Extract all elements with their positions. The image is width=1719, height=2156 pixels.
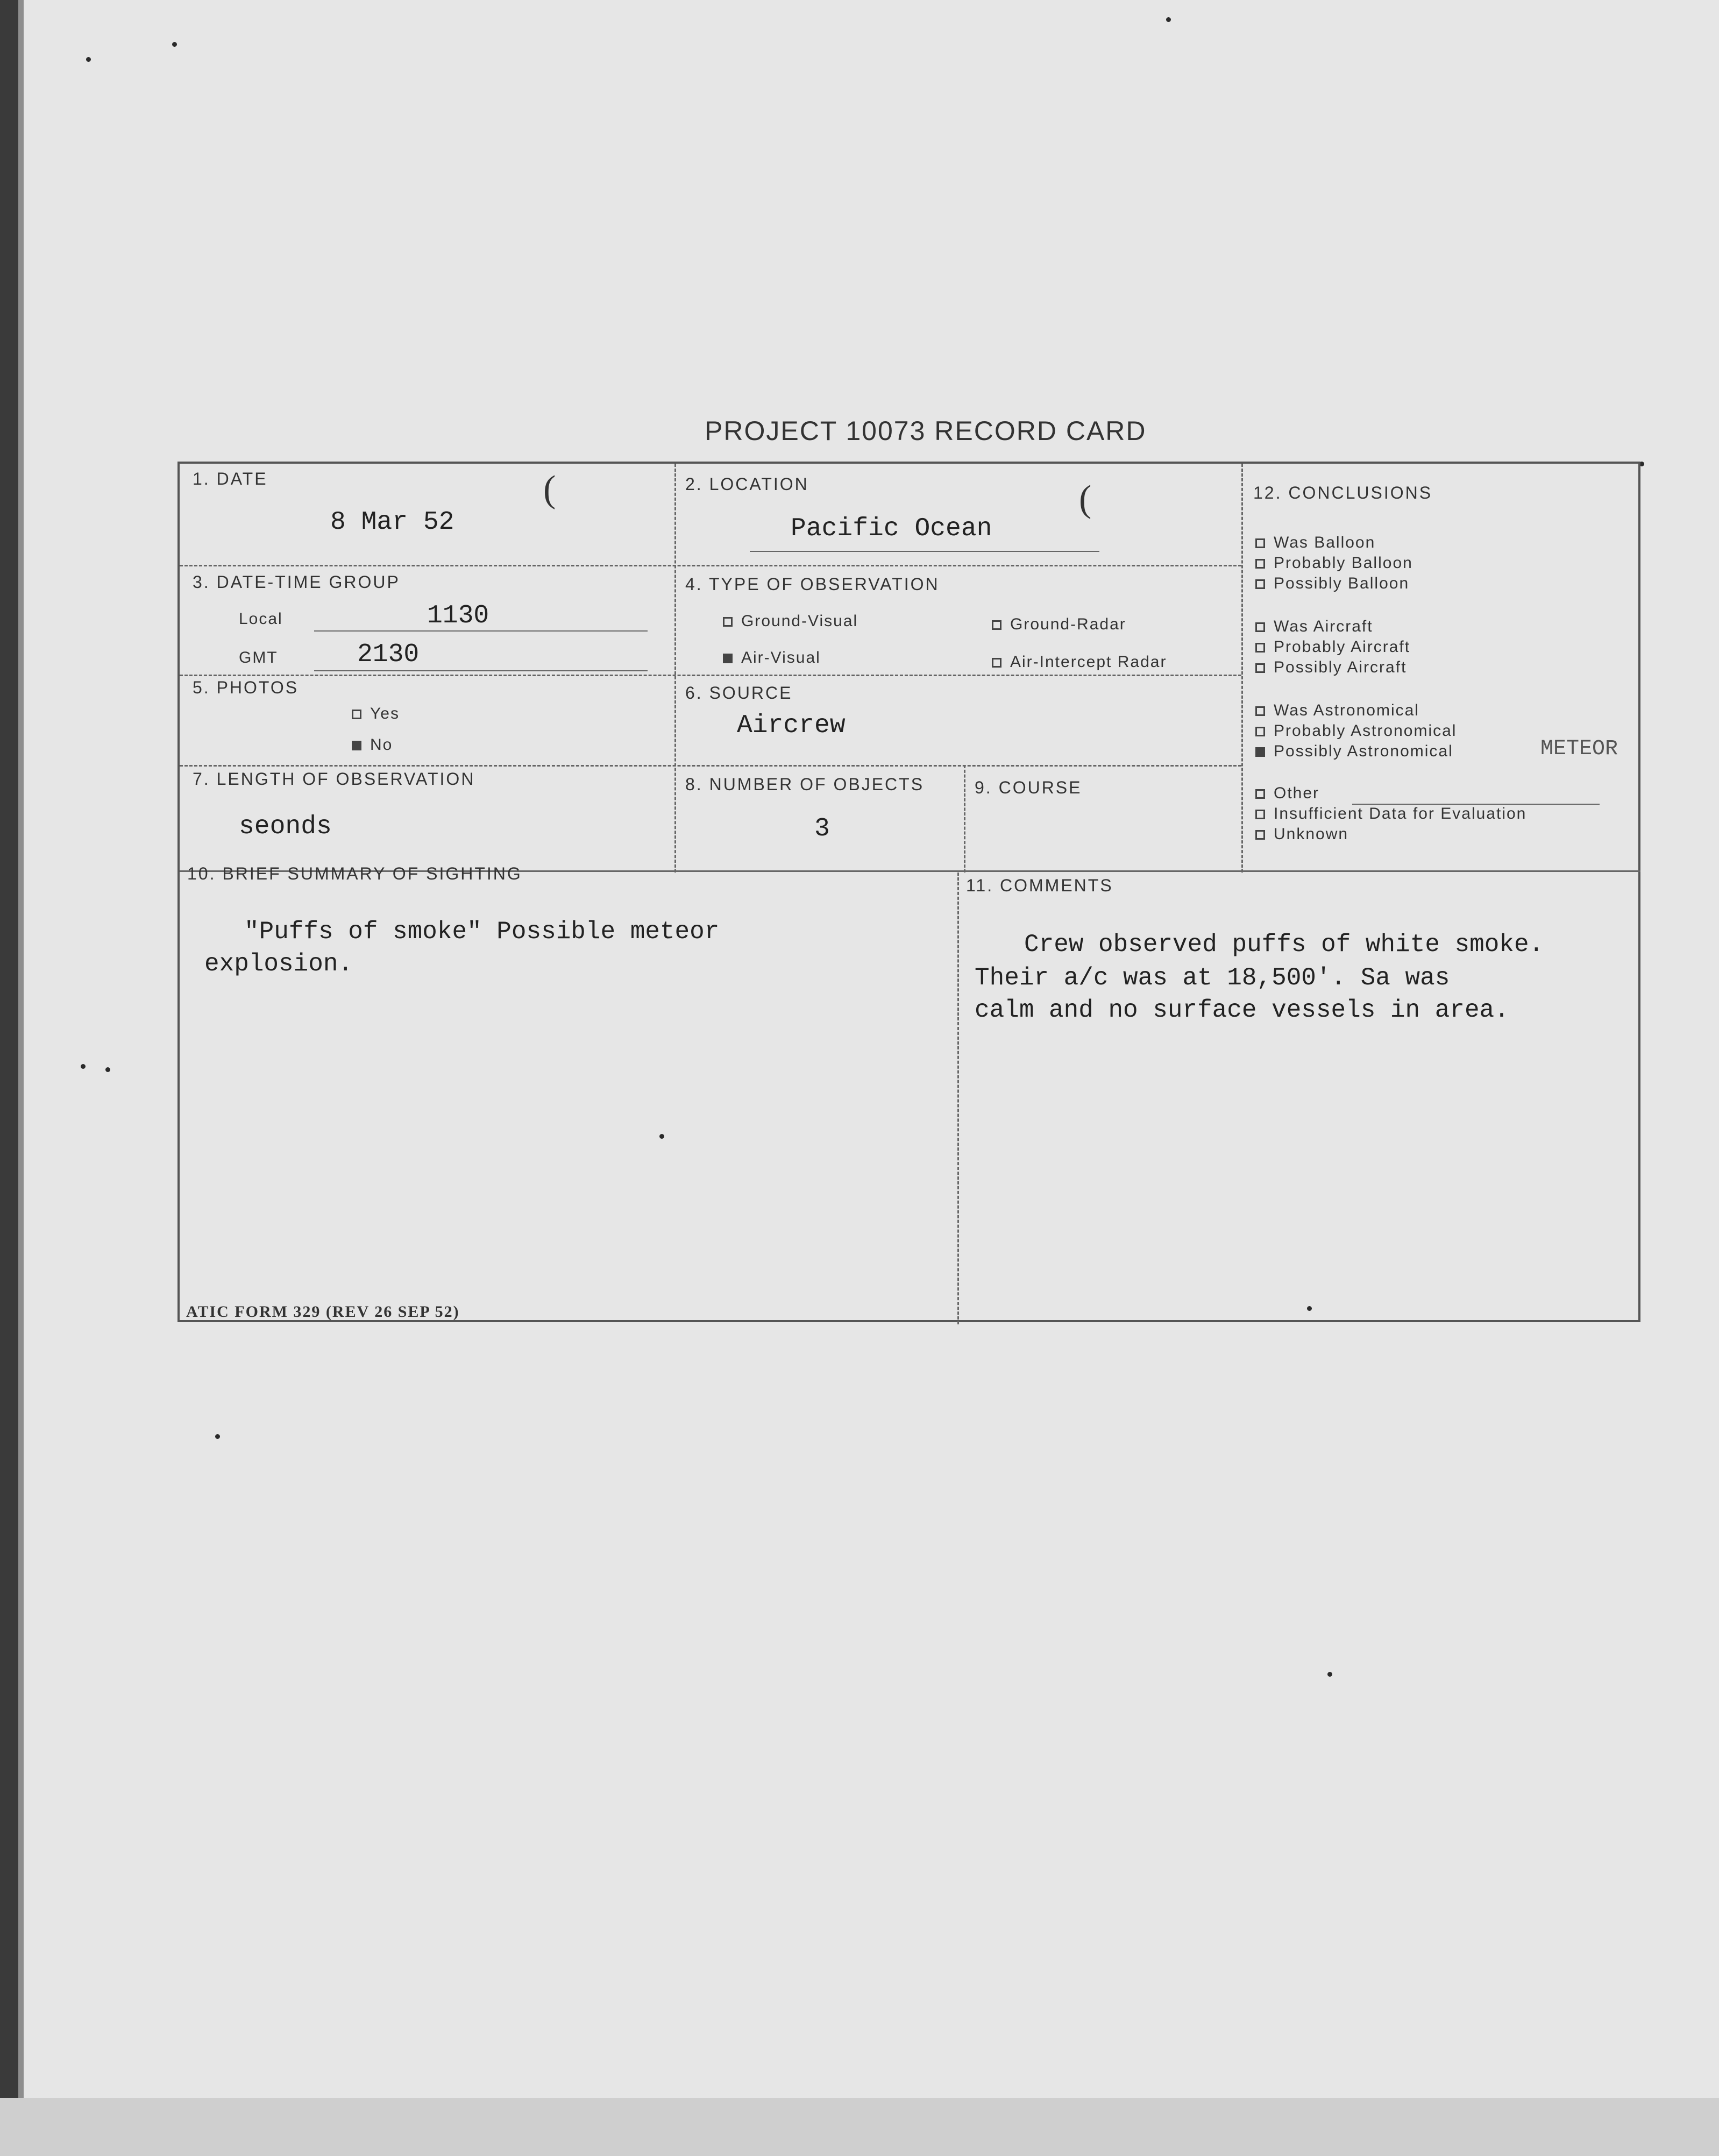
checkbox-icon (1255, 559, 1265, 569)
checkbox-icon (1255, 706, 1265, 716)
conclusion-possibly-aircraft[interactable] (1255, 658, 1407, 677)
film-edge-left (0, 0, 18, 2156)
option-ground-visual[interactable] (723, 612, 858, 630)
checked-box-icon (352, 741, 361, 750)
option-air-visual[interactable] (723, 649, 821, 667)
option-label: Yes (370, 705, 400, 722)
conclusion-label: Probably Balloon (1274, 554, 1413, 572)
number-of-objects-label: 8. NUMBER OF OBJECTS (685, 775, 925, 794)
divider (180, 765, 1241, 767)
option-label: Air-Visual (741, 649, 821, 666)
conclusion-label: Possibly Astronomical (1274, 742, 1453, 760)
checkbox-icon (352, 710, 361, 719)
conclusion-other[interactable] (1255, 784, 1319, 803)
conclusion-label: Possibly Balloon (1274, 575, 1410, 592)
comments-line: Crew observed puffs of white smoke. (1024, 931, 1544, 959)
form-footer: ATIC FORM 329 (REV 26 SEP 52) (186, 1303, 460, 1321)
option-label: Ground-Radar (1010, 615, 1126, 633)
card-title: PROJECT 10073 RECORD CARD (705, 416, 1147, 446)
option-ground-radar[interactable] (992, 615, 1126, 634)
film-edge-left-inner (18, 0, 24, 2156)
handwritten-note: METEOR (1540, 737, 1618, 761)
date-time-group-label: 3. DATE-TIME GROUP (193, 572, 400, 592)
checkbox-icon (992, 658, 1001, 668)
record-card (177, 462, 1640, 1322)
conclusion-possibly-astronomical[interactable] (1255, 742, 1453, 761)
conclusion-probably-aircraft[interactable] (1255, 638, 1410, 656)
conclusion-was-balloon[interactable] (1255, 534, 1375, 552)
film-edge-bottom (0, 2098, 1719, 2156)
conclusion-label: Was Astronomical (1274, 701, 1419, 719)
summary-label: 10. BRIEF SUMMARY OF SIGHTING (187, 864, 522, 883)
checkbox-icon (1255, 538, 1265, 548)
option-label: Air-Intercept Radar (1010, 653, 1167, 671)
gmt-time-value: 2130 (357, 640, 420, 669)
photos-label: 5. PHOTOS (193, 678, 299, 697)
number-of-objects-value: 3 (814, 814, 830, 843)
divider (674, 464, 676, 873)
length-of-observation-label: 7. LENGTH OF OBSERVATION (193, 769, 475, 789)
conclusions-label: 12. CONCLUSIONS (1253, 483, 1433, 502)
option-label: Ground-Visual (741, 612, 858, 630)
conclusion-insufficient-data[interactable] (1255, 805, 1526, 823)
location-value: Pacific Ocean (791, 514, 992, 543)
dust-speck (1166, 17, 1171, 22)
checkbox-icon (1255, 579, 1265, 589)
dust-speck (215, 1434, 220, 1439)
length-of-observation-value: seonds (239, 812, 332, 841)
checkbox-icon (1255, 622, 1265, 632)
checkbox-icon (1255, 727, 1265, 736)
location-label: 2. LOCATION (685, 474, 809, 494)
gmt-underline (314, 670, 648, 671)
dust-speck (81, 1064, 86, 1069)
conclusion-label: Possibly Aircraft (1274, 658, 1407, 676)
course-label: 9. COURSE (975, 778, 1082, 797)
dust-speck (105, 1067, 110, 1072)
source-value: Aircrew (737, 711, 846, 740)
checkbox-icon (1255, 789, 1265, 799)
checkbox-icon (1255, 830, 1265, 840)
conclusion-label: Unknown (1274, 825, 1349, 843)
divider (957, 873, 959, 1324)
conclusion-was-aircraft[interactable] (1255, 618, 1373, 636)
conclusion-was-astronomical[interactable] (1255, 701, 1419, 720)
comments-label: 11. COMMENTS (966, 876, 1113, 895)
conclusion-possibly-balloon[interactable] (1255, 575, 1409, 593)
local-underline (314, 630, 648, 632)
conclusion-label: Was Aircraft (1274, 618, 1373, 635)
gmt-label: GMT (239, 649, 278, 666)
dust-speck (86, 57, 91, 62)
option-label: No (370, 736, 393, 754)
checked-box-icon (723, 654, 733, 663)
conclusion-unknown[interactable] (1255, 825, 1348, 843)
divider (180, 565, 1241, 566)
conclusion-probably-astronomical[interactable] (1255, 722, 1457, 740)
conclusion-label: Insufficient Data for Evaluation (1274, 805, 1527, 822)
option-air-intercept-radar[interactable] (992, 653, 1167, 671)
pencil-mark: ( (543, 469, 556, 510)
comments-line: calm and no surface vessels in area. (975, 996, 1509, 1024)
comments-line: Their a/c was at 18,500'. Sa was (975, 964, 1450, 992)
conclusion-probably-balloon[interactable] (1255, 554, 1413, 572)
summary-line: explosion. (204, 950, 353, 978)
summary-line: "Puffs of smoke" Possible meteor (244, 918, 720, 946)
divider (180, 675, 1241, 676)
location-underline (750, 551, 1099, 552)
divider (964, 765, 965, 873)
date-label: 1. DATE (193, 469, 268, 488)
conclusion-label: Probably Astronomical (1274, 722, 1457, 740)
date-value: 8 Mar 52 (330, 508, 454, 537)
photos-no-option[interactable] (352, 736, 393, 754)
conclusion-label: Probably Aircraft (1274, 638, 1411, 656)
checkbox-icon (1255, 663, 1265, 673)
source-label: 6. SOURCE (685, 683, 793, 703)
checkbox-icon (992, 620, 1001, 630)
checked-box-icon (1255, 747, 1265, 757)
local-label: Local (239, 610, 283, 628)
checkbox-icon (723, 617, 733, 627)
checkbox-icon (1255, 643, 1265, 653)
dust-speck (1327, 1672, 1332, 1677)
local-time-value: 1130 (427, 601, 489, 630)
divider (1241, 464, 1243, 873)
dust-speck (172, 42, 177, 47)
type-of-observation-label: 4. TYPE OF OBSERVATION (685, 575, 940, 594)
photos-yes-option[interactable] (352, 705, 400, 723)
conclusion-label: Other (1274, 784, 1320, 802)
conclusion-label: Was Balloon (1274, 534, 1376, 551)
checkbox-icon (1255, 810, 1265, 819)
pencil-mark: ( (1079, 478, 1092, 520)
